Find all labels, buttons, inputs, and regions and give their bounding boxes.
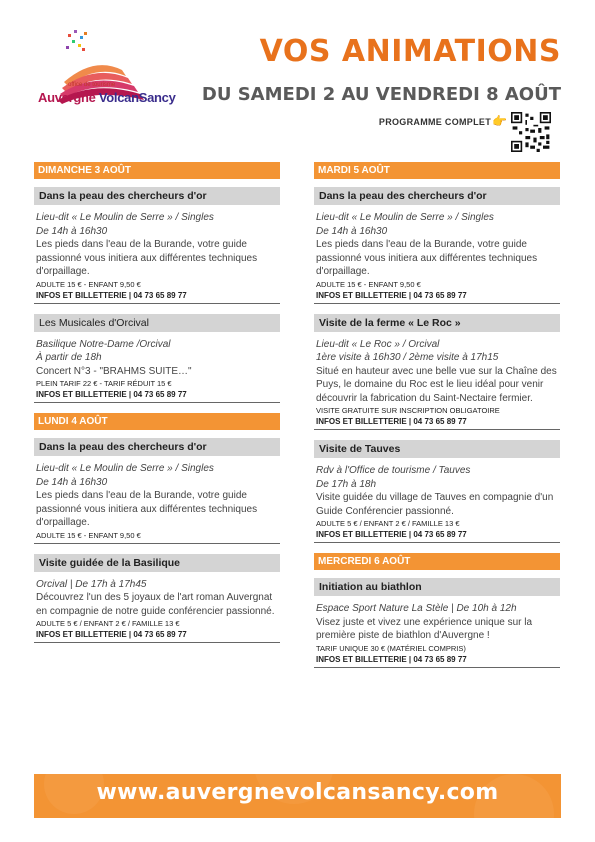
event-location: Rdv à l'Office de tourisme / Tauves xyxy=(316,465,471,476)
event-title: Les Musicales d'Orcival xyxy=(34,314,280,332)
day-header: MARDI 5 AOÛT xyxy=(314,162,560,179)
event-card xyxy=(314,187,560,304)
event-location: Lieu-dit « Le Moulin de Serre » / Singles xyxy=(316,212,494,223)
event-description: Les pieds dans l'eau de la Burande, votre guide passionné vous initiera aux différentes techniques d'orpaillage. xyxy=(316,239,538,277)
event-title: Visite de Tauves xyxy=(314,440,560,458)
event-location: Lieu-dit « Le Moulin de Serre » / Singles xyxy=(36,212,214,223)
event-title: Dans la peau des chercheurs d'or xyxy=(34,187,280,205)
event-info: INFOS ET BILLETTERIE | 04 73 65 89 77 xyxy=(314,654,560,668)
event-title: Visite de la ferme « Le Roc » xyxy=(314,314,560,332)
logo-wordmark-auvergne: Auvergne xyxy=(38,90,99,105)
event-price: PLEIN TARIF 22 € - TARIF RÉDUIT 15 € xyxy=(36,379,172,388)
event-price: ADULTE 15 € - ENFANT 9,50 € xyxy=(316,279,421,289)
logo-tagline: office de tourisme xyxy=(68,82,116,88)
event-description: Visite guidée du village de Tauves en compagnie d'un Guide Conférencier passionné. xyxy=(316,492,554,517)
event-info: INFOS ET BILLETTERIE | 04 73 65 89 77 xyxy=(314,416,560,430)
event-time: De 14h à 16h30 xyxy=(36,225,108,237)
event-description: Découvrez l'un des 5 joyaux de l'art roman Auvergnat en compagnie de notre guide conférencier passionné. xyxy=(36,592,275,617)
day-header: MERCREDI 6 AOÛT xyxy=(314,553,560,570)
event-description: Les pieds dans l'eau de la Burande, votre guide passionné vous initiera aux différentes techniques d'orpaillage. xyxy=(36,490,258,528)
event-card xyxy=(34,554,280,644)
logo-wordmark-volcansancy: VolcanSancy xyxy=(98,90,176,105)
event-time: De 17h à 18h xyxy=(316,478,377,490)
left-column xyxy=(34,162,280,653)
pointing-hand-icon: 👉 xyxy=(492,114,507,128)
event-info: INFOS ET BILLETTERIE | 04 73 65 89 77 xyxy=(314,529,560,543)
event-concert: Concert N°3 - "BRAHMS SUITE…" xyxy=(36,365,192,377)
event-location: Orcival | De 17h à 17h45 xyxy=(36,578,147,590)
event-card xyxy=(314,578,560,668)
day-header: LUNDI 4 AOÛT xyxy=(34,413,280,430)
event-card xyxy=(314,440,560,543)
event-price: TARIF UNIQUE 30 € (MATÉRIEL COMPRIS) xyxy=(316,643,466,653)
event-location: Lieu-dit « Le Moulin de Serre » / Singles xyxy=(36,463,214,474)
event-description: Situé en hauteur avec une belle vue sur la Chaîne des Puys, le domaine du Roc est le lieu idéal pour venir découvrir la fabrication du Saint-Nectaire fermier. xyxy=(316,365,557,404)
event-card xyxy=(34,314,280,404)
event-info: INFOS ET BILLETTERIE | 04 73 65 89 77 xyxy=(314,290,560,304)
event-time: À partir de 18h xyxy=(36,352,102,363)
event-price: ADULTE 5 € / ENFANT 2 € / FAMILLE 13 € xyxy=(316,519,460,528)
right-column xyxy=(314,162,560,678)
event-info: INFOS ET BILLETTERIE | 04 73 65 89 77 xyxy=(34,389,280,403)
event-price: ADULTE 15 € - ENFANT 9,50 € xyxy=(34,530,280,544)
footer-banner xyxy=(34,774,561,818)
qr-code-icon[interactable] xyxy=(511,112,551,152)
day-header: DIMANCHE 3 AOÛT xyxy=(34,162,280,179)
event-location: Lieu-dit « Le Roc » / Orcival xyxy=(316,338,440,350)
event-info: INFOS ET BILLETTERIE | 04 73 65 89 77 xyxy=(34,629,280,643)
logo-wordmark xyxy=(38,90,176,105)
event-description: Visez juste et vivez une expérience unique sur la première piste de biathlon d'Auvergne ! xyxy=(316,616,533,641)
event-title: Visite guidée de la Basilique xyxy=(34,554,280,572)
event-location: Espace Sport Nature La Stèle | De 10h à 12h xyxy=(316,603,517,614)
event-card xyxy=(34,187,280,304)
event-time: De 14h à 16h30 xyxy=(36,476,108,488)
event-price: VISITE GRATUITE SUR INSCRIPTION OBLIGATOIRE xyxy=(316,406,500,415)
page-title: VOS ANIMATIONS xyxy=(259,34,561,69)
event-price: ADULTE 5 € / ENFANT 2 € / FAMILLE 13 € xyxy=(36,619,180,628)
logo-volcano-icon xyxy=(34,26,184,126)
page-subtitle: DU SAMEDI 2 AU VENDREDI 8 AOÛT xyxy=(201,84,561,105)
event-time: 1ère visite à 16h30 / 2ème visite à 17h15 xyxy=(316,352,499,363)
event-description: Les pieds dans l'eau de la Burande, votre guide passionné vous initiera aux différentes techniques d'orpaillage. xyxy=(36,239,258,277)
event-location: Basilique Notre-Dame /Orcival xyxy=(36,338,171,350)
event-card xyxy=(34,438,280,544)
event-title: Dans la peau des chercheurs d'or xyxy=(34,438,280,456)
programme-complet-link[interactable]: PROGRAMME COMPLET xyxy=(378,117,491,127)
event-price: ADULTE 15 € - ENFANT 9,50 € xyxy=(36,279,141,289)
event-title: Initiation au biathlon xyxy=(314,578,560,596)
event-info: INFOS ET BILLETTERIE | 04 73 65 89 77 xyxy=(34,290,280,304)
event-title: Dans la peau des chercheurs d'or xyxy=(314,187,560,205)
website-link[interactable]: www.auvergnevolcansancy.com xyxy=(96,780,499,805)
event-time: De 14h à 16h30 xyxy=(316,225,388,237)
event-card xyxy=(314,314,560,431)
